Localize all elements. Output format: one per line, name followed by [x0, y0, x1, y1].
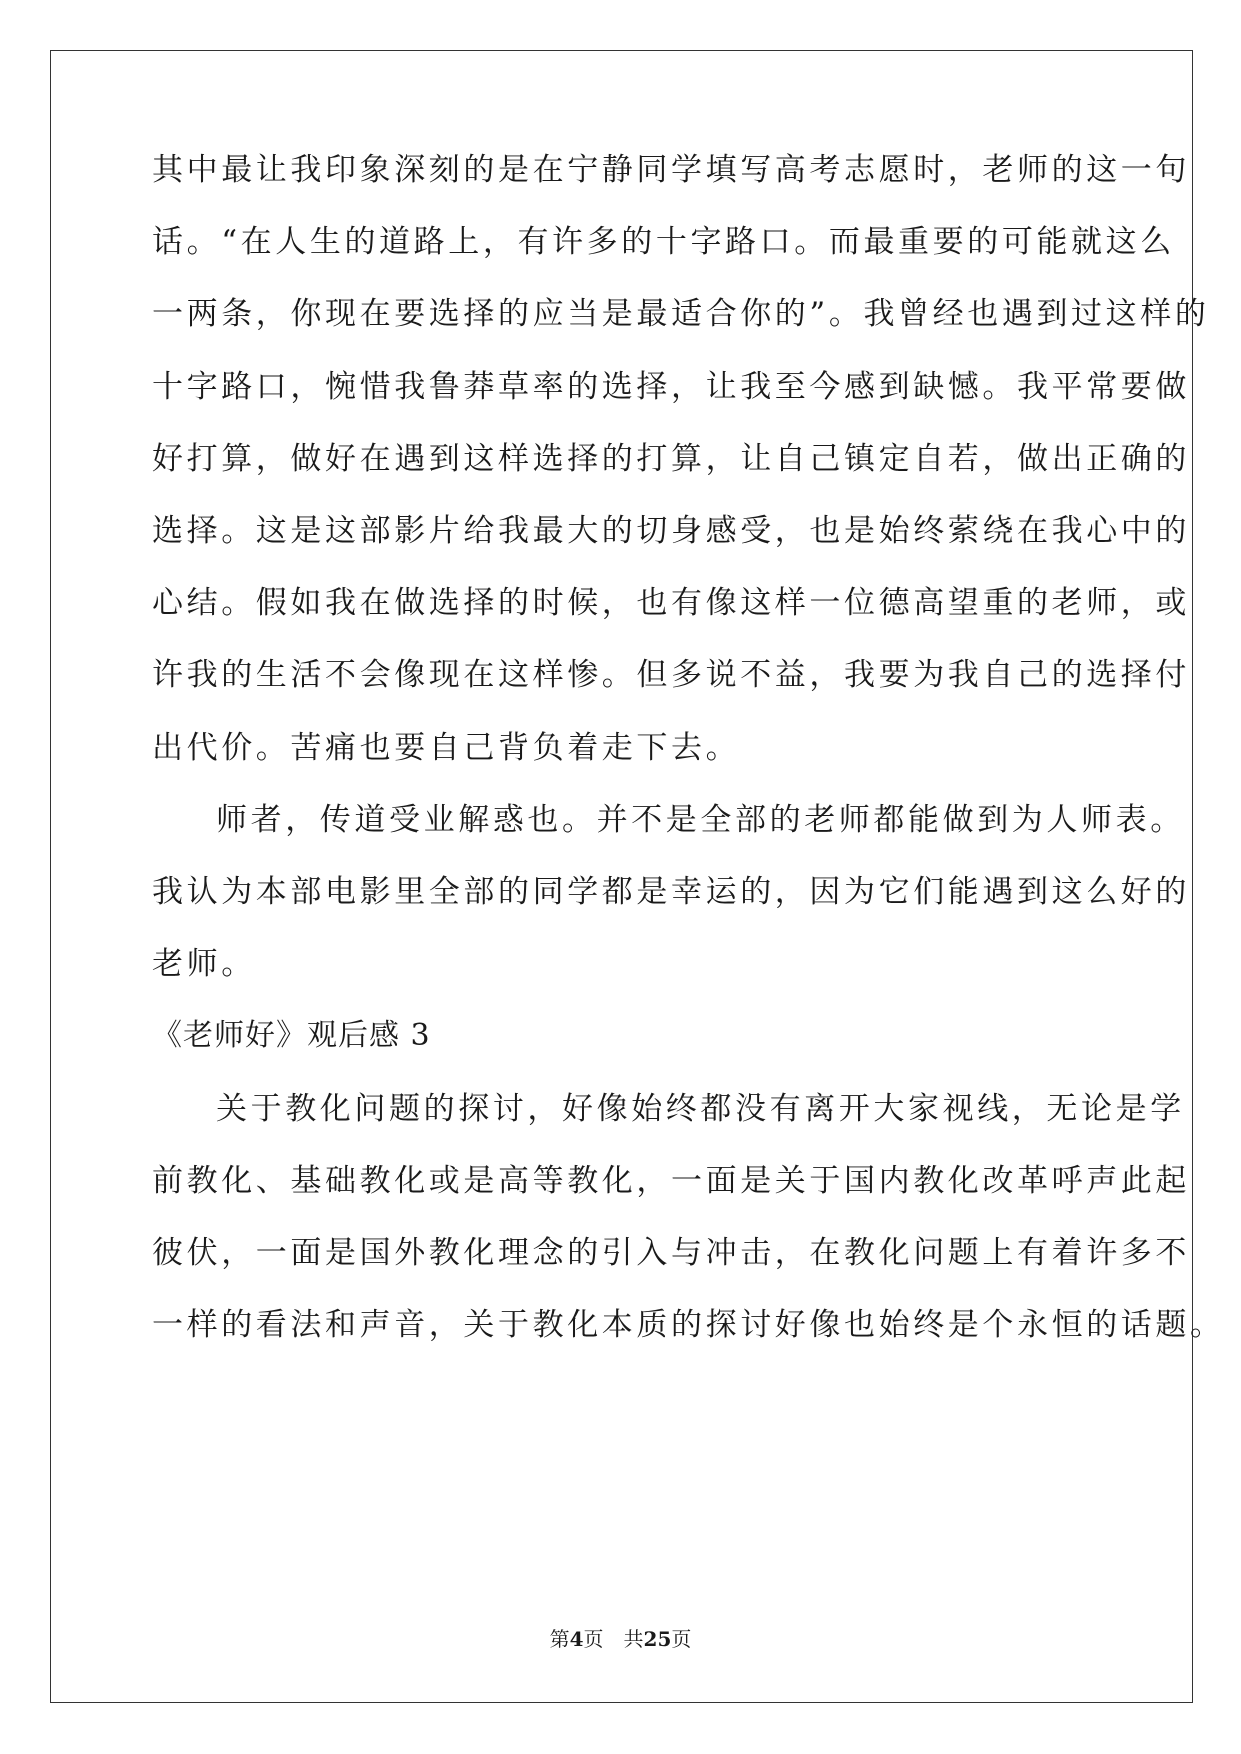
- footer-page-number: 4: [569, 1627, 584, 1651]
- text-line-6: 选择。这是这部影片给我最大的切身感受，也是始终萦绕在我心中的: [152, 513, 1190, 549]
- footer-suffix: 页: [671, 1627, 692, 1651]
- text-line-7: 心结。假如我在做选择的时候，也有像这样一位德高望重的老师，或: [152, 585, 1190, 621]
- text-line-4: 十字路口，惋惜我鲁莽草率的选择，让我至今感到缺憾。我平常要做: [152, 369, 1190, 405]
- text-line-15: 彼伏，一面是国外教化理念的引入与冲击，在教化问题上有着许多不: [152, 1235, 1190, 1271]
- text-line-11: 我认为本部电影里全部的同学都是幸运的，因为它们能遇到这么好的: [152, 874, 1190, 910]
- text-line-5: 好打算，做好在遇到这样选择的打算，让自己镇定自若，做出正确的: [152, 441, 1190, 477]
- text-line-13: 关于教化问题的探讨，好像始终都没有离开大家视线，无论是学: [216, 1091, 1185, 1127]
- text-line-8: 许我的生活不会像现在这样惨。但多说不益，我要为我自己的选择付: [152, 657, 1190, 693]
- text-line-1: 其中最让我印象深刻的是在宁静同学填写高考志愿时，老师的这一句: [152, 152, 1190, 188]
- section-heading: 《老师好》观后感 3: [152, 1018, 431, 1053]
- footer-mid: 页 共: [583, 1627, 644, 1651]
- text-line-14: 前教化、基础教化或是高等教化，一面是关于国内教化改革呼声此起: [152, 1163, 1190, 1199]
- text-line-12: 老师。: [152, 946, 256, 982]
- text-line-16: 一样的看法和声音，关于教化本质的探讨好像也始终是个永恒的话题。: [152, 1307, 1225, 1343]
- text-line-2: 话。“在人生的道路上，有许多的十字路口。而最重要的可能就这么: [152, 224, 1175, 260]
- page-footer: [0, 1626, 1241, 1652]
- text-line-10: 师者，传道受业解惑也。并不是全部的老师都能做到为人师表。: [216, 802, 1185, 838]
- footer-total-pages: 25: [643, 1627, 672, 1651]
- text-line-3: 一两条，你现在要选择的应当是最适合你的”。我曾经也遇到过这样的: [152, 296, 1210, 332]
- footer-prefix: 第: [549, 1627, 570, 1651]
- text-line-9: 出代价。苦痛也要自己背负着走下去。: [152, 730, 741, 766]
